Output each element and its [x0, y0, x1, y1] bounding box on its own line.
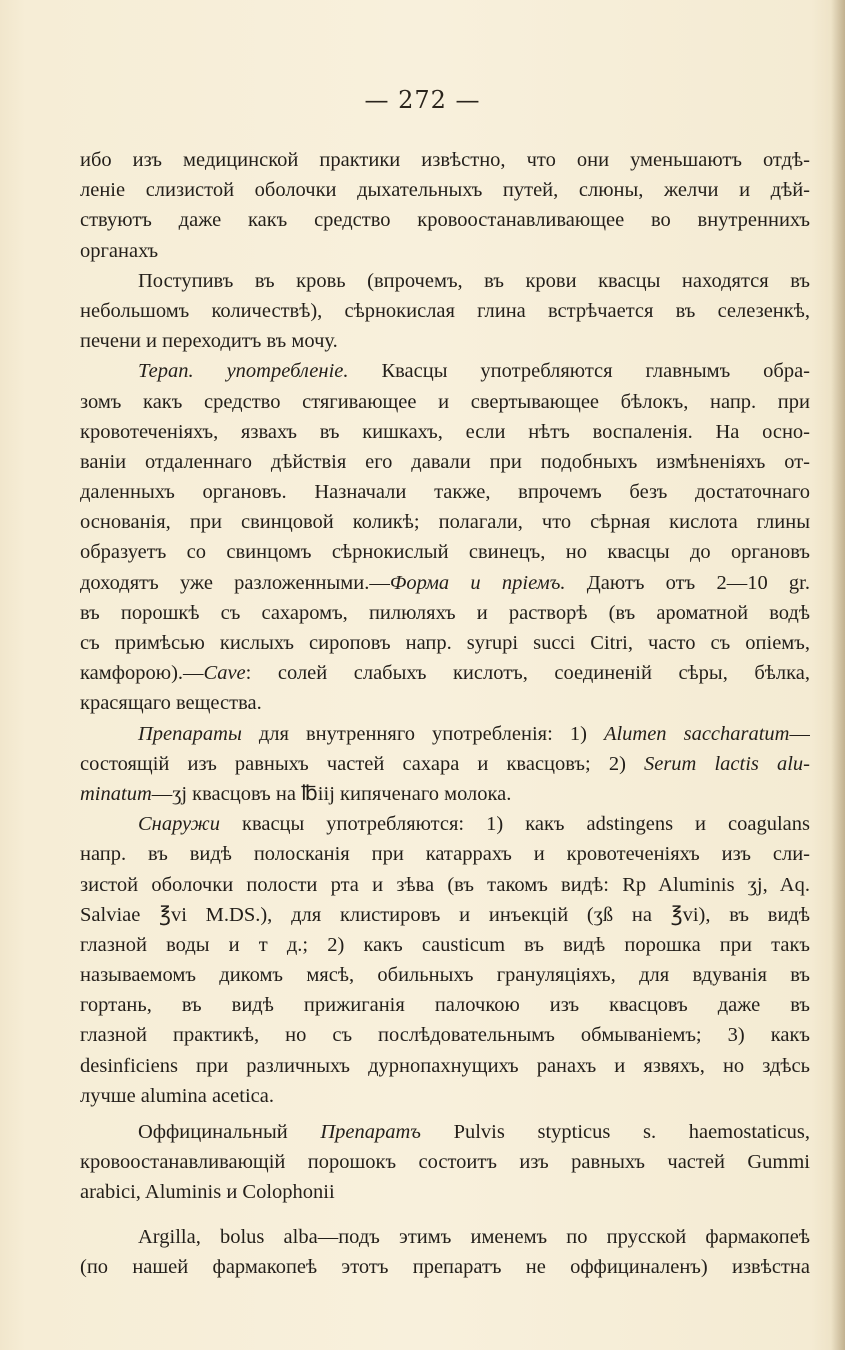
text-line: доходятъ уже разложенными.—Форма и пріемъ. Даютъ отъ 2—10 gr. [80, 571, 810, 594]
text-line: Снаружи квасцы употребляются: 1) какъ adstingens и coagulans [138, 813, 810, 836]
text-line: состоящій изъ равныхъ частей сахара и квасцовъ; 2) Serum lactis alu- [80, 752, 810, 775]
text-line: камфорою).—Cave: солей слабыхъ кислотъ, соединеній сѣры, бѣлка, [80, 662, 810, 685]
text-line: кровоостанавливающій порошокъ состоитъ изъ равныхъ частей Gummi [80, 1151, 810, 1174]
section-heading: Форма и пріемъ. [389, 571, 566, 594]
section-heading: Препаратъ [320, 1121, 421, 1143]
text-line: (по нашей фармакопеѣ этотъ препаратъ не оффициналенъ) извѣстна [80, 1255, 810, 1278]
section-heading: Препараты [138, 722, 242, 745]
text-line: desinficiens при различныхъ дурнопахнущихъ ранахъ и язвяхъ, но здѣсь [80, 1054, 810, 1077]
text-line: красящаго вещества. [80, 692, 262, 715]
text-line: зистой оболочки полости рта и зѣва (въ такомъ видѣ: Rp Aluminis ʒj, Aq. [80, 873, 810, 896]
text-line: minatum—ʒj квасцовъ на ℔iij кипяченаго молока. [80, 782, 512, 805]
section-heading: Снаружи [138, 813, 220, 836]
text-line: въ порошкѣ съ сахаромъ, пилюляхъ и растворѣ (въ ароматной водѣ [80, 601, 810, 624]
text-line: Оффицинальный Препаратъ Pulvis stypticus s. haemostaticus, [138, 1121, 810, 1143]
page-number: — 272 — [364, 86, 481, 114]
text-line: Поступивъ въ кровь (впрочемъ, въ крови квасцы находятся въ [138, 269, 810, 292]
body-text [80, 145, 810, 1282]
text-line: кровотеченіяхъ, язвахъ въ кишкахъ, если нѣтъ воспаленія. На осно- [80, 420, 810, 443]
text-line: органахъ [80, 239, 159, 262]
section-heading: Cave [203, 662, 246, 685]
text-line: arabici, Aluminis и Colophonii [80, 1181, 335, 1204]
text-line: Argilla, bolus alba—подъ этимъ именемъ по прусской фармакопеѣ [138, 1225, 810, 1248]
text-line: Препараты для внутренняго употребленія: 1) Alumen saccharatum— [138, 722, 810, 745]
text-line: зомъ какъ средство стягивающее и свертывающее бѣлокъ, напр. при [80, 390, 810, 413]
text-line: леніе слизистой оболочки дыхательныхъ путей, слюны, желчи и дѣй- [80, 179, 810, 202]
text-line: называемомъ дикомъ мясѣ, обильныхъ грануляціяхъ, для вдуванія въ [80, 964, 810, 987]
page-edge-shadow [831, 0, 845, 1350]
text-line: Терап. употребленіе. Квасцы употребляются главнымъ обра- [138, 360, 810, 383]
text-line: образуетъ со свинцомъ сѣрнокислый свинецъ, но квасцы до органовъ [80, 541, 810, 564]
text-line: основанія, при свинцовой коликѣ; полагали, что сѣрная кислота глины [80, 511, 810, 534]
text-line: съ примѣсью кислыхъ сироповъ напр. syrupi succi Citri, часто съ опіемъ, [80, 632, 810, 654]
text-line: напр. въ видѣ полосканія при катаррахъ и кровотеченіяхъ изъ сли- [80, 843, 810, 866]
text-line: даленныхъ органовъ. Назначали также, впрочемъ безъ достаточнаго [80, 481, 810, 504]
text-line: ваніи отдаленнаго дѣйствія его давали при подобныхъ измѣненіяхъ от- [80, 450, 810, 473]
text-line: печени и переходитъ въ мочу. [80, 330, 338, 353]
text-line: глазной воды и т д.; 2) какъ causticum въ видѣ порошка при такъ [80, 933, 810, 956]
text-line: ствуютъ даже какъ средство кровоостанавливающее во внутреннихъ [80, 209, 810, 232]
text-line: лучше alumina acetica. [80, 1084, 274, 1107]
text-line: гортань, въ видѣ прижиганія палочкою изъ квасцовъ даже въ [80, 994, 810, 1017]
text-line: небольшомъ количествѣ), сѣрнокислая глина встрѣчается въ селезенкѣ, [80, 299, 810, 322]
section-heading: Терап. употребленіе. [138, 360, 349, 383]
text-line: глазной практикѣ, но съ послѣдовательнымъ обмываніемъ; 3) какъ [80, 1024, 810, 1047]
text-line: ибо изъ медицинской практики извѣстно, что они уменьшаютъ отдѣ- [80, 149, 810, 171]
term-heading: Argilla, bolus alba [138, 1225, 318, 1248]
text-line: Salviae ℥vi M.DS.), для клистировъ и инъекцій (ʒß на ℥vi), въ видѣ [80, 903, 810, 926]
